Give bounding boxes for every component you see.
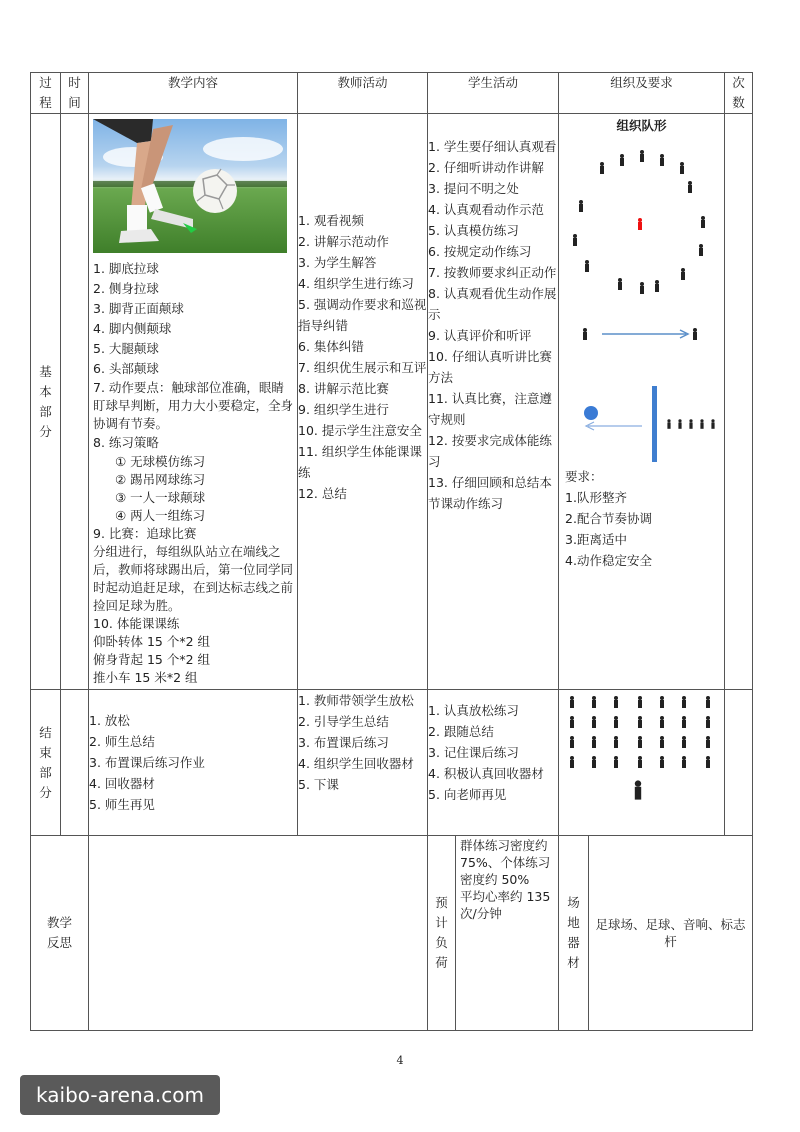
equipment-text: 足球场、足球、音响、标志杆 xyxy=(595,917,746,949)
list-item: 3. 布置课后练习 xyxy=(298,735,389,750)
basic-student-list xyxy=(428,114,558,514)
student-icon xyxy=(692,328,698,340)
student-icon xyxy=(613,716,619,728)
ending-organization-cell xyxy=(559,690,725,836)
load-heart-rate: 平均心率约 135 次/分钟 xyxy=(460,889,551,921)
student-icon xyxy=(705,736,711,748)
list-item: 6. 头部颠球 xyxy=(93,361,159,376)
student-icon xyxy=(681,756,687,768)
student-icon xyxy=(591,716,597,728)
list-item: 5. 强调动作要求和巡视指导纠错 xyxy=(298,297,427,333)
reflection-content-cell xyxy=(89,836,428,1031)
list-item: 8. 认真观看优生动作展示 xyxy=(428,286,557,322)
list-item: 仰卧转体 15 个*2 组 xyxy=(93,634,211,649)
list-item: 5. 大腿颠球 xyxy=(93,341,159,356)
list-item: 9. 认真评价和听评 xyxy=(428,328,532,343)
student-icon xyxy=(699,419,704,429)
list-item: 2. 跟随总结 xyxy=(428,724,494,739)
org-title: 组织队形 xyxy=(616,118,667,133)
student-icon xyxy=(637,736,643,748)
student-icon xyxy=(705,716,711,728)
soccer-photo xyxy=(93,119,287,253)
list-item: 12. 按要求完成体能练习 xyxy=(428,433,552,469)
list-item: 6. 按规定动作练习 xyxy=(428,244,532,259)
ending-section-label: 结 束 部 分 xyxy=(31,690,61,836)
basic-organization-cell xyxy=(559,114,725,690)
list-item: 8. 讲解示范比赛 xyxy=(298,381,389,396)
list-item: 5. 下课 xyxy=(298,777,339,792)
list-item: 5. 向老师再见 xyxy=(428,787,507,802)
list-item: 2. 侧身拉球 xyxy=(93,281,159,296)
student-icon xyxy=(637,716,643,728)
load-content-cell xyxy=(456,836,559,1031)
ending-section-row xyxy=(31,690,753,836)
student-icon xyxy=(659,696,665,708)
header-time: 时 间 xyxy=(61,73,89,114)
list-item: 4.动作稳定安全 xyxy=(565,553,652,568)
student-icon xyxy=(569,696,575,708)
basic-teacher-cell xyxy=(298,114,428,690)
basic-section-label: 基 本 部 分 xyxy=(31,114,61,690)
lesson-plan-table xyxy=(30,72,753,1031)
student-icon xyxy=(578,200,584,212)
student-icon xyxy=(584,260,590,272)
student-icon xyxy=(679,162,685,174)
soccer-kick-image xyxy=(93,119,287,253)
list-item: 10. 提示学生注意安全 xyxy=(298,423,422,438)
list-item: 1. 观看视频 xyxy=(298,213,364,228)
list-item: 10. 仔细认真听讲比赛方法 xyxy=(428,349,552,385)
list-item: 分组进行，每组纵队站立在端线之后，教师将球踢出后，第一位同学同时起动追赶足球，在到达标志线之前捡回足球为胜。 xyxy=(93,544,294,613)
student-icon xyxy=(659,154,665,166)
header-organization: 组织及要求 xyxy=(559,73,725,114)
student-icon xyxy=(677,419,682,429)
list-item: 5. 师生再见 xyxy=(89,797,155,812)
reflection-label: 教学 反思 xyxy=(31,836,89,1031)
list-item: 6. 集体纠错 xyxy=(298,339,364,354)
ending-teacher-cell xyxy=(298,690,428,836)
ending-student-list xyxy=(428,690,558,805)
list-item: 7. 组织优生展示和互评 xyxy=(298,360,427,375)
list-item: 2. 仔细听讲动作讲解 xyxy=(428,160,544,175)
student-icon xyxy=(613,756,619,768)
header-row xyxy=(31,73,753,114)
list-item: 1. 脚底拉球 xyxy=(93,261,159,276)
basic-times-cell xyxy=(725,114,753,690)
student-icon xyxy=(591,736,597,748)
student-icon xyxy=(591,756,597,768)
page-number: 4 xyxy=(396,1054,404,1067)
student-icon xyxy=(582,328,588,340)
list-item: 推小车 15 米*2 组 xyxy=(93,670,198,685)
list-item: ④ 两人一组练习 xyxy=(115,508,206,523)
header-process: 过 程 xyxy=(31,73,61,114)
list-item: 10. 体能课课练 xyxy=(93,616,180,631)
list-item: ② 踢吊网球练习 xyxy=(115,472,206,487)
formation-diagram xyxy=(562,136,722,466)
list-item: 4. 认真观看动作示范 xyxy=(428,202,544,217)
basic-time-cell xyxy=(61,114,89,690)
basic-content-list xyxy=(93,259,293,453)
student-icon xyxy=(613,696,619,708)
basic-teacher-list xyxy=(298,114,427,504)
list-item: 3. 脚背正面颠球 xyxy=(93,301,184,316)
student-icon xyxy=(637,696,643,708)
ending-teacher-list xyxy=(298,690,427,795)
list-item: ③ 一人一球颠球 xyxy=(115,490,206,505)
student-icon xyxy=(572,234,578,246)
basic-content-cell xyxy=(89,114,298,690)
student-icon xyxy=(659,716,665,728)
list-item: 4. 回收器材 xyxy=(89,776,155,791)
list-item: 1. 放松 xyxy=(89,713,130,728)
header-content: 教学内容 xyxy=(89,73,298,114)
list-item: 2. 引导学生总结 xyxy=(298,714,389,729)
req-title: 要求： xyxy=(565,469,603,484)
basic-content-list-2 xyxy=(93,525,293,687)
student-icon xyxy=(654,280,660,292)
list-item: 1.队形整齐 xyxy=(565,490,627,505)
equipment-content-cell xyxy=(589,836,753,1031)
requirements xyxy=(559,466,724,571)
student-icon xyxy=(619,154,625,166)
list-item: 俯身背起 15 个*2 组 xyxy=(93,652,211,667)
load-label: 预 计 负 荷 xyxy=(428,836,456,1031)
list-item: 9. 比赛：追球比赛 xyxy=(93,526,197,541)
ending-times-cell xyxy=(725,690,753,836)
student-icon xyxy=(705,756,711,768)
ending-time-cell xyxy=(61,690,89,836)
list-item: 1. 教师带领学生放松 xyxy=(298,693,414,708)
list-item: 4. 积极认真回收器材 xyxy=(428,766,544,781)
list-item: 11. 认真比赛，注意遵守规则 xyxy=(428,391,552,427)
student-icon xyxy=(700,216,706,228)
student-icon xyxy=(687,181,693,193)
student-icon xyxy=(569,736,575,748)
list-item: 8. 练习策略 xyxy=(93,435,159,450)
strategy-list xyxy=(93,453,293,525)
list-item: 1. 认真放松练习 xyxy=(428,703,519,718)
student-icon xyxy=(659,736,665,748)
student-icon xyxy=(681,716,687,728)
student-icon xyxy=(639,150,645,162)
list-item: 13. 仔细回顾和总结本节课动作练习 xyxy=(428,475,552,511)
list-item: 4. 组织学生进行练习 xyxy=(298,276,414,291)
list-item: 5. 认真模仿练习 xyxy=(428,223,519,238)
header-student: 学生活动 xyxy=(428,73,559,114)
student-icon xyxy=(688,419,693,429)
list-item: 3. 为学生解答 xyxy=(298,255,377,270)
student-icon xyxy=(637,756,643,768)
reflection-row xyxy=(31,836,753,1031)
student-icon xyxy=(710,419,715,429)
equipment-label: 场 地 器 材 xyxy=(559,836,589,1031)
student-icon xyxy=(681,736,687,748)
list-item: 4. 组织学生回收器材 xyxy=(298,756,414,771)
student-icon xyxy=(591,696,597,708)
list-item: 3. 提问不明之处 xyxy=(428,181,519,196)
student-icon xyxy=(599,162,605,174)
list-item: 11. 组织学生体能课课练 xyxy=(298,444,422,480)
watermark: kaibo-arena.com xyxy=(20,1075,220,1115)
list-item: 1. 学生要仔细认真观看 xyxy=(428,139,557,154)
student-icon xyxy=(569,756,575,768)
header-teacher: 教师活动 xyxy=(298,73,428,114)
arrow-left-icon xyxy=(582,418,646,434)
load-density: 群体练习密度约 75%、个体练习密度约 50% xyxy=(460,838,551,887)
teacher-icon xyxy=(633,780,643,799)
student-icon xyxy=(639,282,645,294)
ending-content-list xyxy=(89,690,297,815)
list-item: 3.距离适中 xyxy=(565,532,627,547)
list-item: 3. 布置课后练习作业 xyxy=(89,755,205,770)
student-icon xyxy=(698,244,704,256)
list-item: 4. 脚内侧颠球 xyxy=(93,321,172,336)
marker-line xyxy=(652,386,657,462)
list-item: 12. 总结 xyxy=(298,486,347,501)
student-icon xyxy=(617,278,623,290)
list-item: 9. 组织学生进行 xyxy=(298,402,389,417)
list-item: 7. 动作要点：触球部位准确，眼睛盯球早判断，用力大小要稳定，全身协调有节奏。 xyxy=(93,380,294,431)
student-icon xyxy=(680,268,686,280)
ending-student-cell xyxy=(428,690,559,836)
list-item: 2.配合节奏协调 xyxy=(565,511,652,526)
ending-content-cell xyxy=(89,690,298,836)
student-icon xyxy=(613,736,619,748)
list-item: 2. 师生总结 xyxy=(89,734,155,749)
basic-student-cell xyxy=(428,114,559,690)
basic-section-row xyxy=(31,114,753,690)
list-item: 2. 讲解示范动作 xyxy=(298,234,389,249)
student-icon xyxy=(569,716,575,728)
header-times: 次 数 xyxy=(725,73,753,114)
arrow-right-icon xyxy=(594,326,694,342)
student-icon xyxy=(659,756,665,768)
student-icon xyxy=(705,696,711,708)
list-item: 3. 记住课后练习 xyxy=(428,745,519,760)
list-item: 7. 按教师要求纠正动作 xyxy=(428,265,557,280)
teacher-icon xyxy=(637,218,643,230)
student-icon xyxy=(681,696,687,708)
student-icon xyxy=(666,419,671,429)
ending-formation-diagram xyxy=(559,690,725,830)
list-item: ① 无球模仿练习 xyxy=(115,454,206,469)
